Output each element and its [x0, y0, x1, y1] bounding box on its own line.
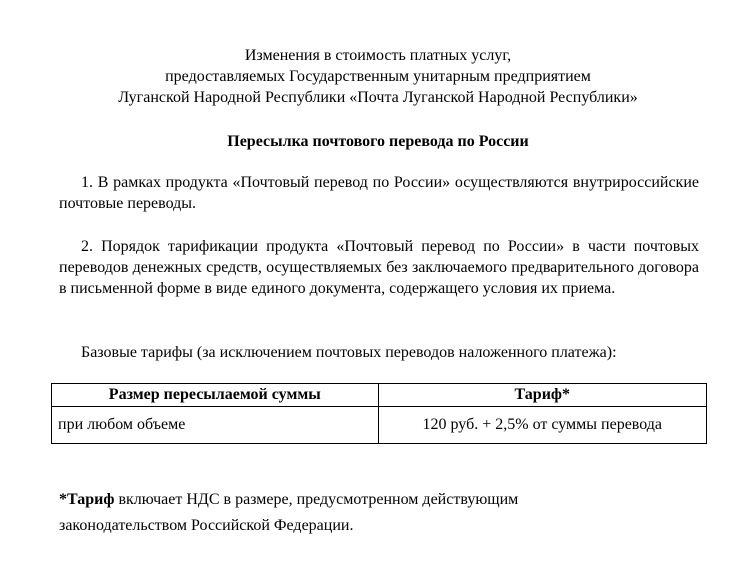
document-header — [52, 45, 704, 108]
footnote-text: включает НДС в размере, предусмотренном действующим законодательством Российской Федерации. — [59, 491, 519, 534]
header-line-2: предоставляемых Государственным унитарным предприятием — [165, 68, 591, 85]
footnote — [59, 487, 639, 539]
header-line-1: Изменения в стоимость платных услуг, — [244, 47, 512, 64]
table-cell-amount: при любом объеме — [52, 407, 379, 444]
tariff-table — [51, 383, 707, 444]
table-header-amount: Размер пересылаемой суммы — [52, 384, 379, 407]
paragraph-2: 2. Порядок тарификации продукта «Почтовый перевод по России» в части почтовых переводов денежных средств, осуществляемых без заключаемого предварительного договора в письменной форме в виде единого документа, содержащего условия их приема. — [59, 238, 699, 297]
footnote-bold: *Тариф — [59, 491, 115, 508]
table-header-tariff: Тариф* — [378, 384, 706, 407]
table-header-row — [52, 384, 707, 407]
table-cell-tariff: 120 руб. + 2,5% от суммы перевода — [378, 407, 706, 444]
base-tariffs-label: Базовые тарифы (за исключением почтовых переводов наложенного платежа): — [81, 344, 617, 361]
header-line-3: Луганской Народной Республики «Почта Луганской Народной Республики» — [118, 89, 638, 106]
table-row — [52, 407, 707, 444]
paragraph-1: 1. В рамках продукта «Почтовый перевод по России» осуществляются внутрироссийские почтовые переводы. — [59, 174, 699, 212]
section-title: Пересылка почтового перевода по России — [227, 133, 529, 150]
